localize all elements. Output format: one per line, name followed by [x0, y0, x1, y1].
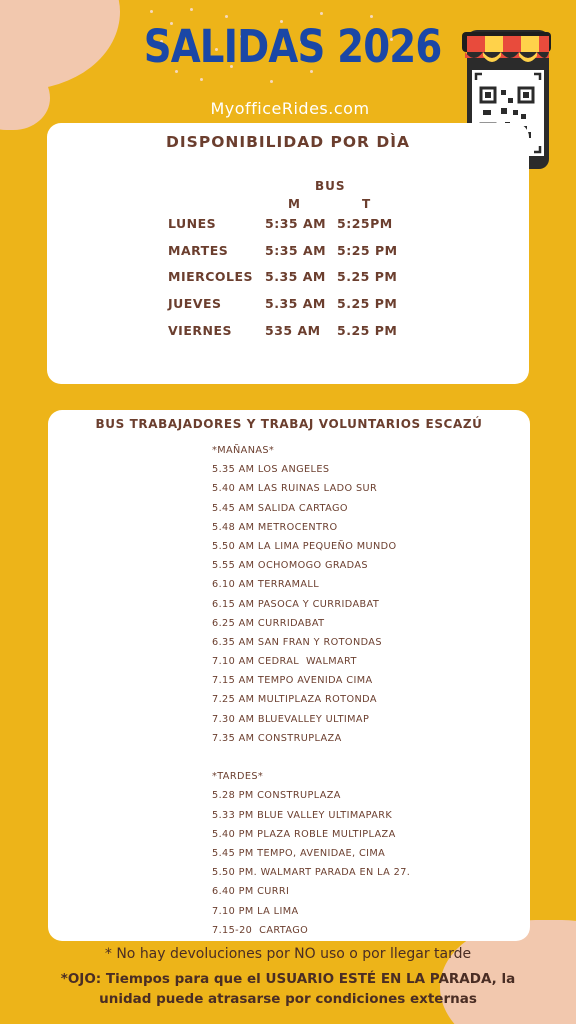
- list-item: 5.33 PM BLUE VALLEY ULTIMAPARK: [212, 809, 393, 821]
- schedule-morning-time: 5.35 AM: [265, 296, 326, 311]
- schedule-row: [47, 296, 529, 316]
- schedule-day: MARTES: [168, 243, 229, 258]
- list-item: 7.35 AM CONSTRUPLAZA: [212, 732, 342, 744]
- decor-dot: [270, 80, 273, 83]
- schedule-morning-time: 5:35 AM: [265, 243, 327, 258]
- list-item: 7.10 AM CEDRAL WALMART: [212, 656, 357, 668]
- column-morning-header: M: [288, 197, 300, 211]
- list-item: 6.10 AM TERRAMALL: [212, 579, 320, 591]
- schedule-morning-time: 5:35 AM: [265, 216, 327, 231]
- list-item: 6.25 AM CURRIDABAT: [212, 617, 325, 629]
- stop-list: [212, 441, 410, 940]
- column-afternoon-header: T: [362, 197, 371, 211]
- afternoon-label: *TARDES*: [212, 771, 264, 783]
- list-item: 5.35 AM LOS ANGELES: [212, 464, 330, 476]
- list-item: 7.25 AM MULTIPLAZA ROTONDA: [212, 694, 377, 706]
- timing-warning: *OJO: Tiempos para que el USUARIO ESTÉ EN LA PARADA, la unidad puede atrasarse por condiciones externas: [60, 971, 516, 1007]
- schedule-afternoon-time: 5.25 PM: [337, 323, 398, 338]
- route-title: BUS TRABAJADORES Y TRABAJ VOLUNTARIOS ESCAZÚ: [95, 417, 483, 431]
- decor-dot: [370, 15, 373, 18]
- list-item: 5.48 AM METROCENTRO: [212, 521, 338, 533]
- schedule-afternoon-time: 5:25 PM: [337, 243, 398, 258]
- bus-label: BUS: [315, 179, 346, 193]
- schedule-day: VIERNES: [168, 323, 232, 338]
- list-item: 7.15 AM TEMPO AVENIDA CIMA: [212, 675, 373, 687]
- decor-dot: [225, 15, 228, 18]
- list-item: 7.10 PM LA LIMA: [212, 905, 299, 917]
- list-item: 5.45 AM SALIDA CARTAGO: [212, 502, 348, 514]
- schedule-day: JUEVES: [168, 296, 222, 311]
- schedule-afternoon-time: 5.25 PM: [337, 296, 398, 311]
- list-item: 6.40 PM CURRI: [212, 886, 290, 898]
- schedule-day: LUNES: [168, 216, 217, 231]
- website-label: MyofficeRides.com: [210, 99, 370, 118]
- schedule-row: [47, 243, 529, 263]
- schedule-afternoon-time: 5.25 PM: [337, 269, 398, 284]
- morning-label: *MAÑANAS*: [212, 445, 275, 456]
- page-title: SALIDAS 2026: [143, 20, 442, 73]
- decor-dot: [190, 8, 193, 11]
- list-item: 5.50 AM LA LIMA PEQUEÑO MUNDO: [212, 540, 397, 552]
- list-item: 5.40 AM LAS RUINAS LADO SUR: [212, 483, 378, 495]
- list-item: 7.30 AM BLUEVALLEY ULTIMAP: [212, 713, 370, 725]
- list-item: 5.55 AM OCHOMOGO GRADAS: [212, 560, 368, 572]
- schedule-morning-time: 5.35 AM: [265, 269, 326, 284]
- list-item: 5.28 PM CONSTRUPLAZA: [212, 790, 341, 802]
- decor-dot: [200, 78, 203, 81]
- list-item: 5.45 PM TEMPO, AVENIDAE, CIMA: [212, 847, 386, 859]
- decor-dot: [320, 12, 323, 15]
- route-card: [48, 410, 530, 941]
- schedule-day: MIERCOLES: [168, 269, 254, 284]
- schedule-row: [47, 323, 529, 343]
- schedule-morning-time: 535 AM: [265, 323, 321, 338]
- availability-card: [47, 123, 529, 384]
- schedule-afternoon-time: 5:25PM: [337, 216, 393, 231]
- schedule-row: [47, 216, 529, 236]
- schedule-row: [47, 269, 529, 289]
- refund-note: * No hay devoluciones por NO uso o por llegar tarde: [104, 946, 472, 962]
- list-item: 6.15 AM PASOCA Y CURRIDABAT: [212, 598, 380, 610]
- list-item: 6.35 AM SAN FRAN Y ROTONDAS: [212, 636, 382, 648]
- list-item: 7.15-20 CARTAGO: [212, 924, 309, 936]
- list-item: 5.40 PM PLAZA ROBLE MULTIPLAZA: [212, 828, 396, 840]
- list-item: 5.50 PM. WALMART PARADA EN LA 27.: [212, 867, 411, 879]
- availability-title: DISPONIBILIDAD POR DÌA: [166, 133, 410, 151]
- decor-dot: [150, 10, 153, 13]
- list-spacer: [212, 748, 410, 767]
